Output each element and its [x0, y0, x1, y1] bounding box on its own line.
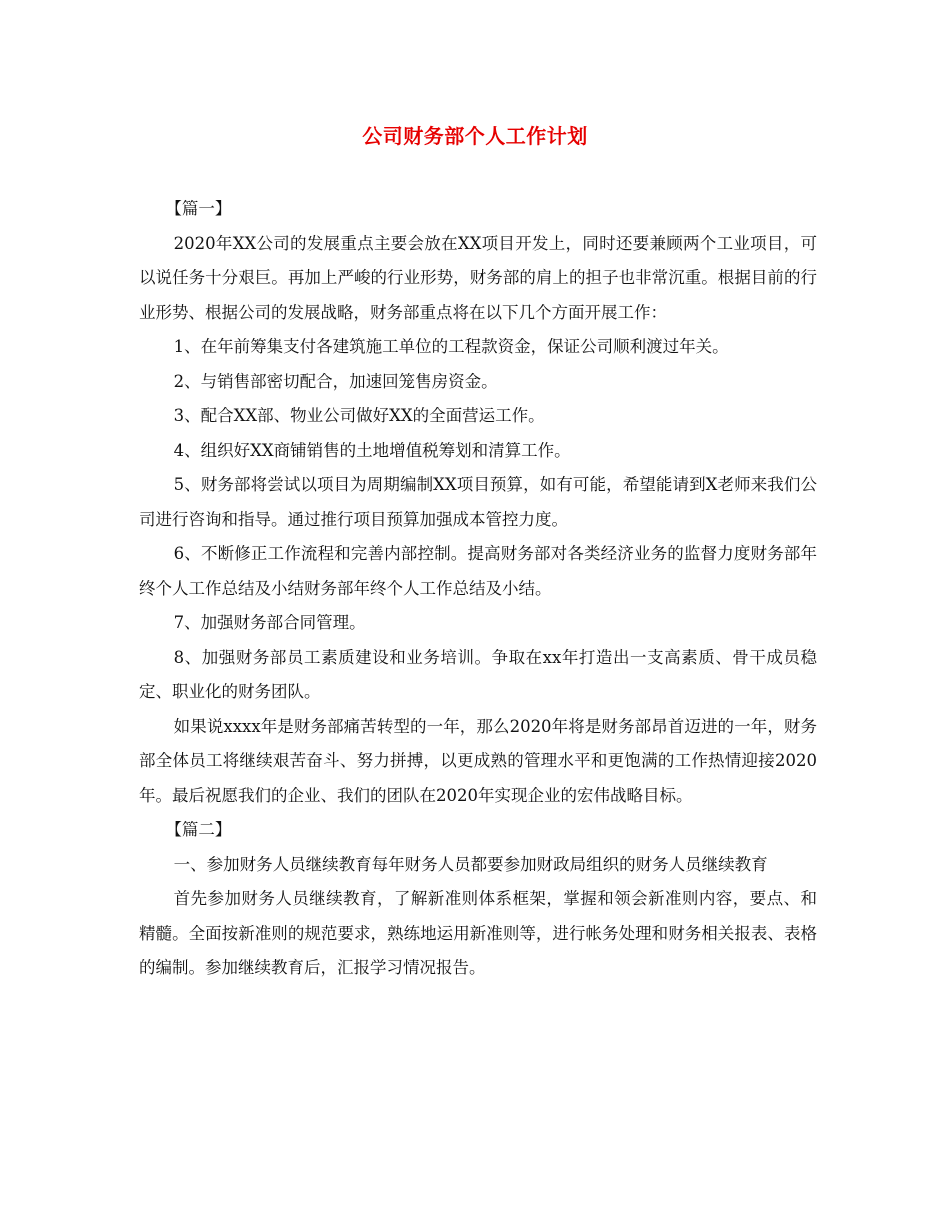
list-item-1: 1、在年前筹集支付各建筑施工单位的工程款资金，保证公司顺利渡过年关。	[173, 337, 729, 356]
list-item-8: 8、加强财务部员工素质建设和业务培训。争取在xx年打造出一支高素质、骨干成员稳定、职业化的财务团队。	[139, 647, 817, 701]
paragraph-conclusion: 如果说xxxx年是财务部痛苦转型的一年，那么2020年将是财务部昂首迈进的一年，财务部全体员工将继续艰苦奋斗、努力拼搏，以更成熟的管理水平和更饱满的工作热情迎接2020年。最后祝愿我们的企业、我们的团队在2020年实现企业的宏伟战略目标。	[139, 716, 817, 805]
document-body	[139, 192, 817, 986]
paragraph-intro: 2020年XX公司的发展重点主要会放在XX项目开发上，同时还要兼顾两个工业项目，可以说任务十分艰巨。再加上严峻的行业形势，财务部的肩上的担子也非常沉重。根据目前的行业形势、根据公司的发展战略，财务部重点将在以下几个方面开展工作：	[139, 233, 817, 322]
section-heading-2: 【篇二】	[165, 820, 232, 839]
document-title: 公司财务部个人工作计划	[362, 124, 588, 148]
section-heading-1: 【篇一】	[165, 199, 232, 218]
paragraph-section2-detail: 首先参加财务人员继续教育，了解新准则体系框架，掌握和领会新准则内容，要点、和精髓。全面按新准则的规范要求，熟练地运用新准则等，进行帐务处理和财务相关报表、表格的编制。参加继续教育后，汇报学习情况报告。	[139, 889, 817, 977]
list-item-4: 4、组织好XX商铺销售的土地增值税筹划和清算工作。	[173, 440, 571, 460]
list-item-5: 5、财务部将尝试以项目为周期编制XX项目预算，如有可能，希望能请到X老师来我们公司进行咨询和指导。通过推行项目预算加强成本管控力度。	[139, 475, 817, 529]
paragraph-section2-item1: 一、参加财务人员继续教育每年财务人员都要参加财政局组织的财务人员继续教育	[173, 854, 768, 874]
list-item-7: 7、加强财务部合同管理。	[173, 613, 366, 632]
list-item-3: 3、配合XX部、物业公司做好XX的全面营运工作。	[173, 406, 545, 425]
list-item-6: 6、不断修正工作流程和完善内部控制。提高财务部对各类经济业务的监督力度财务部年终个人工作总结及小结财务部年终个人工作总结及小结。	[139, 544, 817, 598]
list-item-2: 2、与销售部密切配合，加速回笼售房资金。	[173, 371, 498, 391]
